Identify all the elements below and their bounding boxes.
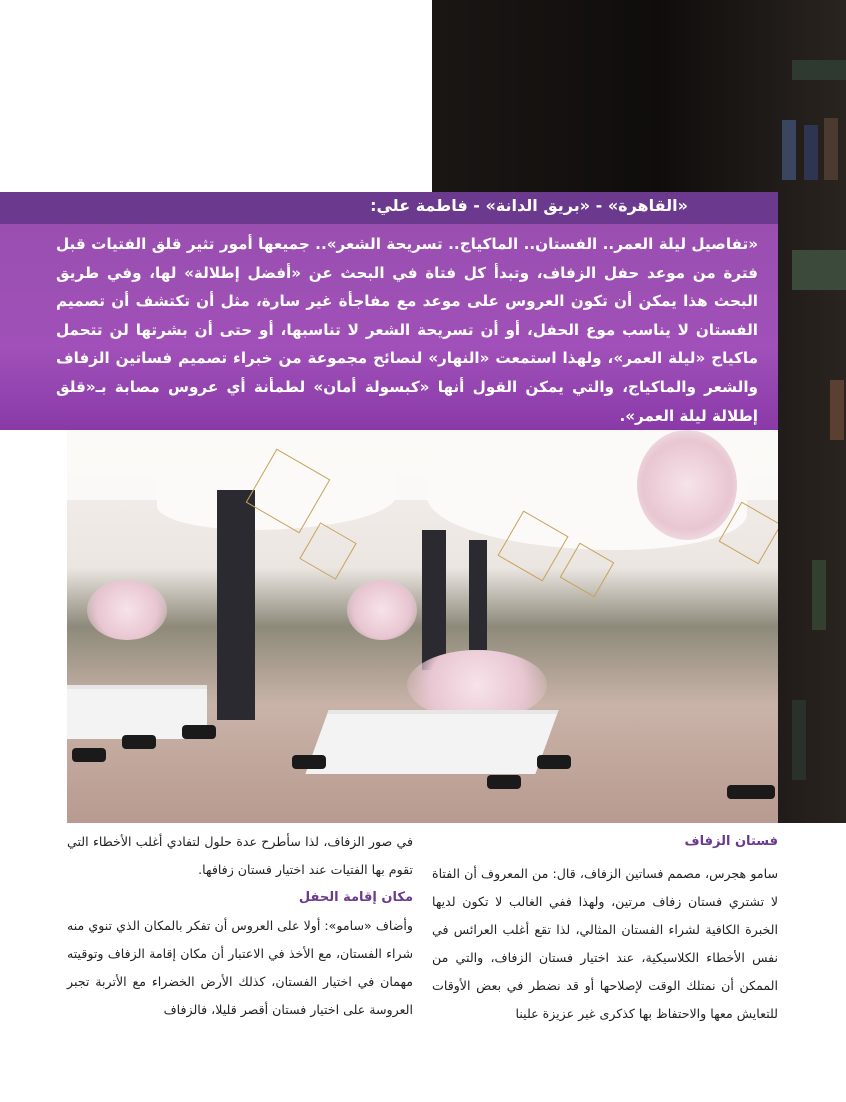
black-chair	[122, 735, 156, 749]
article-intro-panel	[0, 224, 778, 430]
flower-arrangement	[87, 580, 167, 640]
book	[830, 380, 844, 440]
gold-geometric-lantern	[299, 522, 356, 579]
flower-arrangement	[347, 580, 417, 640]
black-chair	[182, 725, 216, 739]
black-chair	[727, 785, 775, 799]
left-text-column	[67, 828, 413, 1024]
canopy-pillar	[469, 540, 487, 650]
banquet-table	[305, 710, 558, 774]
article-intro-text: «تفاصيل ليلة العمر.. الفستان.. الماكياج.. تسريحة الشعر».. جميعها أمور تثير قلق الفتيات قبل فترة من موعد حفل الزفاف، وتبدأ كل فتاة في البحث عن «أفضل إطلالة» لها، وفي طريق البحث هذا يمكن أن تكون العروس على موعد مع مفاجأة غير سارة، مثل أن تكتشف أن تصميم الفستان لا يناسب موع الحفل، أو أن تسريحة الشعر لا تناسبها، أو حتى أن بشرتها لن تتحمل ماكياج «ليلة العمر»، ولهذا استمعت «النهار» لنصائح مجموعة من خبراء تصميم فساتين الزفاف والشعر والماكياج، والتي يمكن القول أنها «كبسولة أمان» لطمأنة أي عروس مصابة بـ«قلق إطلالة ليلة العمر».	[56, 235, 758, 425]
bookshelf-row	[792, 250, 846, 290]
flower-arrangement	[637, 430, 737, 540]
book	[812, 560, 826, 630]
section-heading: مكان إقامة الحفل	[298, 890, 413, 905]
paragraph: سامو هجرس، مصمم فساتين الزفاف، قال: من المعروف أن الفتاة لا تشتري فستان زفاف مرتين، ولهذا ففي الغالب لا تكون لديها الخبرة الكافية لشراء الفستان المثالي، لذا تقع أغلب العرائس في نفس الأخطاء الكلاسيكية، عند اختيار فستان الزفاف، والتي من الممكن أن نمتلك الوقت لإصلاحها أو قد نضطر في بعض الأوقات للتعايش معها والاحتفاظ بها كذكرى غير عزيزة علينا	[432, 866, 778, 1021]
book	[782, 120, 796, 180]
wedding-reception-photo	[67, 430, 778, 823]
article-byline: «القاهرة» - «بريق الدانة» - فاطمة علي:	[370, 196, 688, 215]
article-source-band	[0, 192, 778, 224]
canopy-pillar	[217, 490, 255, 720]
book	[824, 118, 838, 180]
section-heading: فستان الزفاف	[684, 834, 778, 849]
bookshelf-row	[792, 60, 846, 80]
canopy-pillar	[422, 530, 446, 670]
paragraph: في صور الزفاف، لذا سأطرح عدة حلول لتفادي أغلب الأخطاء التي تقوم بها الفتيات عند اختيار فستان زفافها.	[67, 834, 413, 877]
black-chair	[537, 755, 571, 769]
book	[804, 125, 818, 180]
black-chair	[72, 748, 106, 762]
book	[792, 700, 806, 780]
right-text-column	[432, 828, 778, 1028]
black-chair	[487, 775, 521, 789]
gold-geometric-lantern	[560, 543, 615, 598]
black-chair	[292, 755, 326, 769]
paragraph: وأضاف «سامو»: أولا على العروس أن تفكر بالمكان الذي تنوي منه شراء الفستان، مع الأخذ في الاعتبار أن مكان إقامة الزفاف وتوقيته مهمان في اختيار الفستان، كذلك الأرض الخضراء مع الأتربة تجبر العروسة على اختيار فستان أقصر قليلا، فالزفاف	[67, 918, 413, 1017]
